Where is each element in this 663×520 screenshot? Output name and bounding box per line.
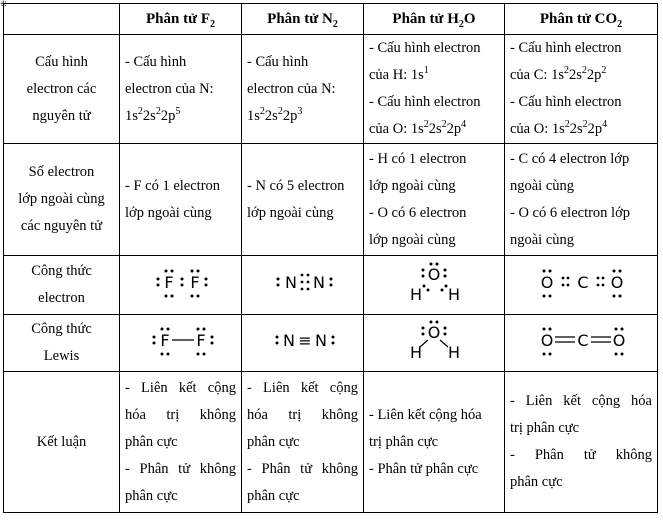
co2-oxygen-2: O bbox=[610, 273, 624, 292]
cell-config-n2: - Cấu hình electron của N: $1s^22s^22p^3$ bbox=[242, 35, 364, 144]
h2o-hydrogen-2: H bbox=[447, 285, 461, 304]
f2-atom-1: F bbox=[163, 273, 174, 292]
h2o-electron-dot-structure bbox=[369, 260, 499, 306]
cell-config-h2o: - Cấu hình electron của H: $1s^1$ - Cấu hình electron của O: $1s^22s^22p^4$ bbox=[364, 35, 505, 144]
cell-lewis-co2 bbox=[505, 315, 658, 372]
co2-lewis-oxygen-2: O bbox=[612, 331, 626, 350]
cell-electron-formula-n2 bbox=[242, 256, 364, 315]
row-electron-config bbox=[4, 35, 658, 144]
f2-atom-2: F bbox=[189, 273, 200, 292]
header-n2: Phân tử $N_2$ bbox=[242, 4, 364, 35]
cell-config-f2: - Cấu hình electron của N: $1s^22s^22p^5$ bbox=[120, 35, 242, 144]
h2o-lewis-oxygen: O bbox=[427, 323, 441, 342]
cell-lewis-f2 bbox=[120, 315, 242, 372]
n2-electron-dot-structure bbox=[247, 263, 359, 303]
f2-electron-dot-structure bbox=[125, 263, 237, 303]
cell-electron-formula-f2 bbox=[120, 256, 242, 315]
f2-lewis-atom-1: F bbox=[159, 331, 170, 350]
table-move-handle-icon[interactable]: ⁜ bbox=[0, 0, 8, 9]
row-label-valence: Số electron lớp ngoài cùng các nguyên tử bbox=[4, 144, 120, 256]
row-conclusion bbox=[4, 372, 658, 513]
cell-valence-h2o: - H có 1 electron lớp ngoài cùng - O có 6 electron lớp ngoài cùng bbox=[364, 144, 505, 256]
cell-conclusion-h2o: - Liên kết cộng hóa trị phân cực - Phân tử phân cực bbox=[364, 372, 505, 513]
h2o-lewis-structure bbox=[369, 318, 499, 364]
h2o-lewis-hydrogen-2: H bbox=[447, 343, 461, 362]
cell-valence-co2: - C có 4 electron lớp ngoài cùng - O có 6 electron lớp ngoài cùng bbox=[505, 144, 658, 256]
h2o-bond-2 bbox=[440, 340, 448, 347]
n2-lewis-atom-1: N bbox=[282, 331, 295, 350]
row-label-electron-formula: Công thức electron bbox=[4, 256, 120, 315]
row-label-electron-config: Cấu hình electron các nguyên tử bbox=[4, 35, 120, 144]
cell-lewis-h2o bbox=[364, 315, 505, 372]
cell-valence-f2: - F có 1 electron lớp ngoài cùng bbox=[120, 144, 242, 256]
comparison-table bbox=[3, 3, 658, 513]
header-row bbox=[4, 4, 658, 35]
cell-electron-formula-h2o bbox=[364, 256, 505, 315]
h2o-lewis-hydrogen-1: H bbox=[409, 343, 423, 362]
n2-lewis-structure bbox=[247, 321, 359, 361]
cell-valence-n2: - N có 5 electron lớp ngoài cùng bbox=[242, 144, 364, 256]
row-label-lewis-formula: Công thức Lewis bbox=[4, 315, 120, 372]
h2o-hydrogen-1: H bbox=[409, 285, 423, 304]
header-h2o: Phân tử $H_2O$ bbox=[364, 4, 505, 35]
row-electron-formula bbox=[4, 256, 658, 315]
cell-conclusion-n2: - Liên kết cộng hóa trị không phân cực - Phân tử không phân cực bbox=[242, 372, 364, 513]
header-empty bbox=[4, 4, 120, 35]
co2-carbon: C bbox=[577, 273, 589, 292]
n2-atom-1: N bbox=[284, 273, 297, 292]
f2-lewis-structure bbox=[125, 321, 237, 361]
cell-conclusion-co2: - Liên kết cộng hóa trị phân cực - Phân tử không phân cực bbox=[505, 372, 658, 513]
row-valence bbox=[4, 144, 658, 256]
co2-electron-dot-structure bbox=[511, 263, 651, 303]
header-f2: Phân tử $F_2$ bbox=[120, 4, 242, 35]
co2-lewis-structure bbox=[511, 321, 651, 361]
n2-triple-bond: ≡ bbox=[297, 331, 312, 350]
f2-lewis-atom-2: F bbox=[195, 331, 206, 350]
header-co2: Phân tử $CO_2$ bbox=[505, 4, 658, 35]
h2o-oxygen: O bbox=[427, 265, 441, 284]
cell-conclusion-f2: - Liên kết cộng hóa trị không phân cực - Phân tử không phân cực bbox=[120, 372, 242, 513]
cell-config-co2: - Cấu hình electron của C: $1s^22s^22p^2$ - Cấu hình electron của O: $1s^22s^22p^4$ bbox=[505, 35, 658, 144]
row-label-conclusion: Kết luận bbox=[4, 372, 120, 513]
co2-oxygen-1: O bbox=[540, 273, 554, 292]
n2-lewis-atom-2: N bbox=[314, 331, 327, 350]
co2-lewis-oxygen-1: O bbox=[540, 331, 554, 350]
co2-lewis-carbon: C bbox=[577, 331, 589, 350]
row-lewis-formula bbox=[4, 315, 658, 372]
cell-lewis-n2 bbox=[242, 315, 364, 372]
cell-electron-formula-co2 bbox=[505, 256, 658, 315]
n2-atom-2: N bbox=[312, 273, 325, 292]
